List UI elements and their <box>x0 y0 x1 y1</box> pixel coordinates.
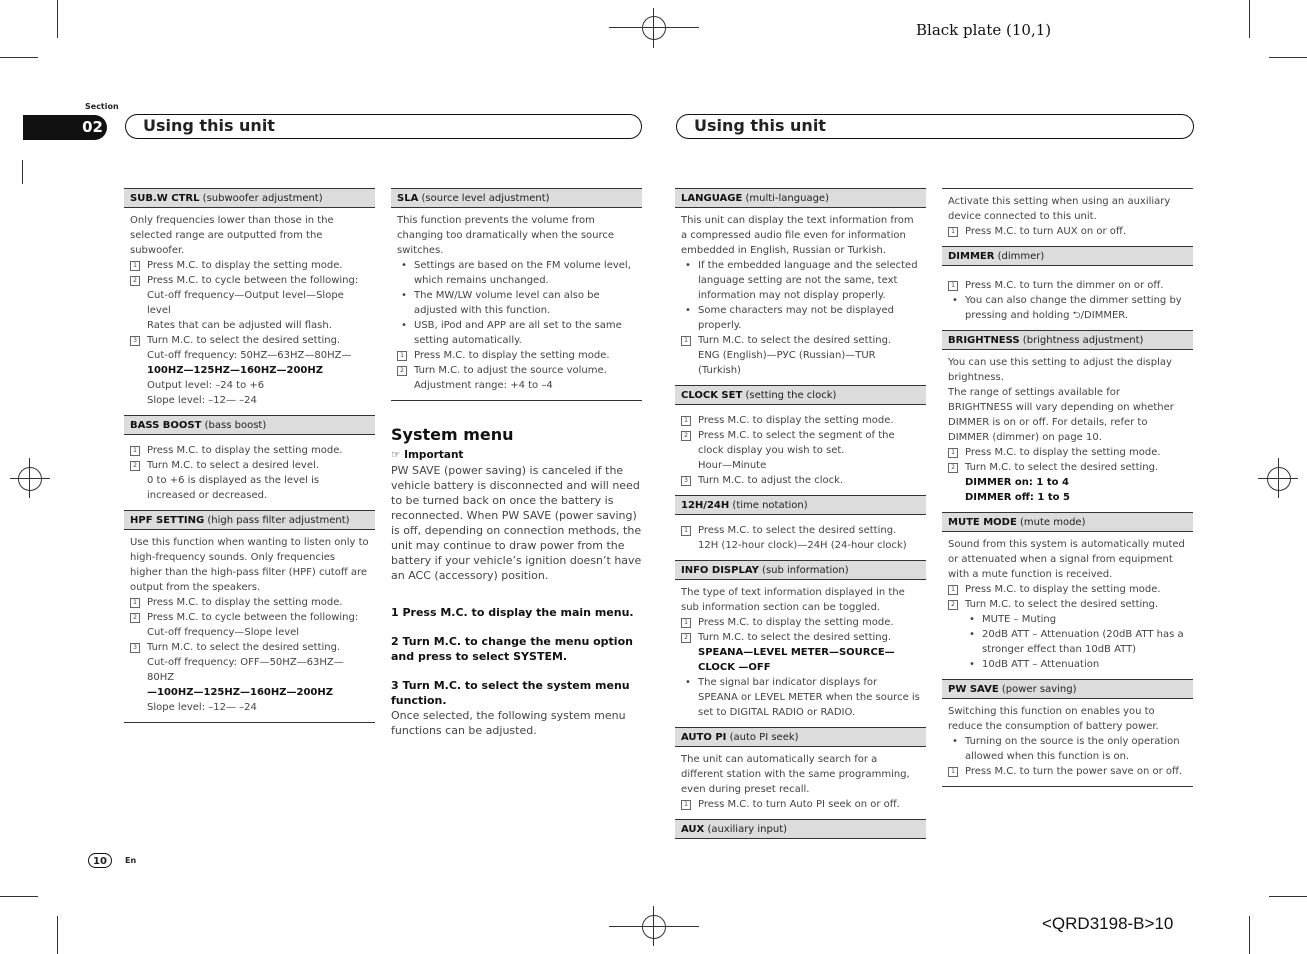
page-header-right: Using this unit <box>676 114 1194 139</box>
step-detail: Cut-off frequency—Slope level <box>147 627 300 638</box>
step-detail: Hour—Minute <box>698 460 767 471</box>
step-item: 1 Press M.C. to display the setting mode. <box>397 348 636 363</box>
plate-label: Black plate (10,1) <box>916 21 1052 39</box>
bullet-item: • Turning on the source is the only operation allowed when this function is on. <box>948 734 1187 764</box>
column-2 <box>391 188 642 738</box>
setting-body <box>391 208 642 400</box>
step-item: 2 Turn M.C. to select a desired level. <box>130 458 369 473</box>
setting-body <box>942 350 1193 512</box>
setting-body <box>675 208 926 385</box>
paragraph: This function prevents the volume from changing too dramatically when the source switches. <box>397 215 615 256</box>
crop-mark <box>0 57 38 58</box>
step-item: 3 Turn M.C. to adjust the clock. <box>681 473 920 488</box>
setting-header-dimmer: DIMMER (dimmer) <box>942 246 1193 266</box>
section-label: Section <box>85 102 119 111</box>
setting-header-sla: SLA (source level adjustment) <box>391 188 642 208</box>
system-step: 3 Turn M.C. to select the system menu function. <box>391 679 630 707</box>
registration-target-icon <box>18 467 42 491</box>
step-detail: Cut-off frequency—Output level—Slope level <box>147 290 344 316</box>
setting-header-12h-24h: 12H/24H (time notation) <box>675 495 926 515</box>
step-item: 1 Turn M.C. to select the desired setting. <box>681 333 920 348</box>
crop-mark <box>1249 0 1250 38</box>
step-detail: Slope level: –12— –24 <box>147 395 257 406</box>
crop-mark <box>1249 916 1250 954</box>
important-text: PW SAVE (power saving) is canceled if the vehicle battery is disconnected and will need to be turned back on once the battery is reconnected. When PW SAVE (power saving) is off, depending on connection methods, the unit may continue to draw power from the battery if your vehicle’s ignition doesn’t have an ACC (accessory) position. <box>391 464 642 582</box>
step-detail: DIMMER off: 1 to 5 <box>965 492 1070 503</box>
step-item: 1 Press M.C. to display the setting mode. <box>681 413 920 428</box>
step-detail: ENG (English)—РУС (Russian)—TUR (Turkish) <box>698 350 876 376</box>
column-3 <box>675 188 926 839</box>
paragraph: The unit can automatically search for a different station with the same programming, even during preset recall. <box>681 754 910 795</box>
paragraph: The type of text information displayed in the sub information section can be toggled. <box>681 587 905 613</box>
step-detail: DIMMER on: 1 to 4 <box>965 477 1069 488</box>
setting-body <box>675 405 926 495</box>
setting-body <box>942 189 1193 246</box>
divider <box>942 786 1193 787</box>
step-detail: Rates that can be adjusted will flash. <box>147 320 332 331</box>
step-item: 1 Press M.C. to turn Auto PI seek on or off. <box>681 797 920 812</box>
registration-target-icon <box>642 915 666 939</box>
step-item: 2 Press M.C. to cycle between the following: <box>130 610 369 625</box>
section-number: 02 <box>23 115 107 140</box>
crop-mark <box>0 896 38 897</box>
paragraph: Only frequencies lower than those in the selected range are outputted from the subwoofer. <box>130 215 334 256</box>
system-step: 2 Turn M.C. to change the menu option and press to select SYSTEM. <box>391 635 633 663</box>
setting-header-subw-ctrl: SUB.W CTRL (subwoofer adjustment) <box>124 188 375 208</box>
step-item: 1 Press M.C. to select the desired setting. <box>681 523 920 538</box>
step-detail: Output level: –24 to +6 <box>147 380 265 391</box>
bullet-item: • USB, iPod and APP are all set to the same setting automatically. <box>397 318 636 348</box>
bullet-item: • You can also change the dimmer setting by pressing and holding ⮌/DIMMER. <box>948 293 1187 323</box>
step-detail: Adjustment range: +4 to –4 <box>414 380 553 391</box>
paragraph: Activate this setting when using an auxiliary device connected to this unit. <box>948 196 1171 222</box>
step-detail: —100HZ—125HZ—160HZ—200HZ <box>147 687 333 698</box>
job-code: <QRD3198-B>10 <box>1042 914 1174 933</box>
paragraph: Use this function when wanting to listen only to high-frequency sounds. Only frequencies higher than the high-pass filter (HPF) cutoff are output from the speakers. <box>130 537 369 593</box>
bullet-item: • The MW/LW volume level can also be adjusted with this function. <box>397 288 636 318</box>
crop-mark <box>57 0 58 38</box>
step-item: 2 Turn M.C. to select the desired setting. <box>681 630 920 645</box>
setting-header-clock-set: CLOCK SET (setting the clock) <box>675 385 926 405</box>
step-item: 1 Press M.C. to display the setting mode. <box>948 582 1187 597</box>
crop-mark <box>1269 57 1307 58</box>
setting-header-hpf-setting: HPF SETTING (high pass filter adjustment) <box>124 510 375 530</box>
setting-header-info-display: INFO DISPLAY (sub information) <box>675 560 926 580</box>
step-item: 2 Turn M.C. to select the desired setting. <box>948 460 1187 475</box>
paragraph: The range of settings available for BRIGHTNESS will vary depending on whether DIMMER is on or off. For details, refer to DIMMER (dimmer) on page 10. <box>948 387 1174 443</box>
step-item: 1 Press M.C. to turn the power save on or off. <box>948 764 1187 779</box>
step-detail: Cut-off frequency: 50HZ—63HZ—80HZ— <box>147 350 352 361</box>
setting-header-mute-mode: MUTE MODE (mute mode) <box>942 512 1193 532</box>
paragraph: Switching this function on enables you to reduce the consumption of battery power. <box>948 706 1159 732</box>
step-detail: 12H (12-hour clock)—24H (24-hour clock) <box>698 540 907 551</box>
paragraph: Once selected, the following system menu functions can be adjusted. <box>391 709 626 737</box>
bullet-item: • 20dB ATT – Attenuation (20dB ATT has a stronger effect than 10dB ATT) <box>948 627 1187 657</box>
page-number: 10 <box>88 853 112 868</box>
step-detail: Cut-off frequency: OFF—50HZ—63HZ—80HZ <box>147 657 344 683</box>
paragraph: Sound from this system is automatically muted or attenuated when a signal from equipment with a mute function is received. <box>948 539 1185 580</box>
step-detail: Slope level: –12— –24 <box>147 702 257 713</box>
setting-body <box>942 699 1193 786</box>
setting-body <box>124 530 375 722</box>
crop-mark <box>57 916 58 954</box>
step-detail: 0 to +6 is displayed as the level is increased or decreased. <box>147 475 320 501</box>
section-title: System menu <box>391 425 514 444</box>
divider <box>124 722 375 723</box>
step-item: 3 Turn M.C. to select the desired setting. <box>130 640 369 655</box>
important-label: ☞ Important <box>391 449 464 461</box>
setting-body <box>675 580 926 727</box>
step-item: 1 Press M.C. to turn the dimmer on or off. <box>948 278 1187 293</box>
system-step: 1 Press M.C. to display the main menu. <box>391 606 634 619</box>
setting-header-language: LANGUAGE (multi-language) <box>675 188 926 208</box>
step-item: 1 Press M.C. to display the setting mode. <box>681 615 920 630</box>
setting-body <box>675 515 926 560</box>
paragraph: You can use this setting to adjust the display brightness. <box>948 357 1172 383</box>
bullet-item: • If the embedded language and the selected language setting are not the same, text information may not display properly. <box>681 258 920 303</box>
step-item: 1 Press M.C. to display the setting mode. <box>130 443 369 458</box>
step-item: 2 Turn M.C. to adjust the source volume. <box>397 363 636 378</box>
bullet-item: • MUTE – Muting <box>948 612 1187 627</box>
bullet-item: • 10dB ATT – Attenuation <box>948 657 1187 672</box>
step-detail: 100HZ—125HZ—160HZ—200HZ <box>147 365 323 376</box>
step-item: 2 Turn M.C. to select the desired setting. <box>948 597 1187 612</box>
setting-body <box>942 532 1193 679</box>
setting-header-aux: AUX (auxiliary input) <box>675 819 926 839</box>
setting-header-auto-pi: AUTO PI (auto PI seek) <box>675 727 926 747</box>
setting-body <box>675 747 926 819</box>
step-item: 1 Press M.C. to turn AUX on or off. <box>948 224 1187 239</box>
crop-mark <box>22 160 23 184</box>
bullet-item: • Some characters may not be displayed properly. <box>681 303 920 333</box>
column-4 <box>942 188 1193 787</box>
step-item: 3 Turn M.C. to select the desired setting. <box>130 333 369 348</box>
registration-target-icon <box>1267 467 1291 491</box>
step-detail: SPEANA—LEVEL METER—SOURCE—CLOCK —OFF <box>698 647 895 673</box>
crop-mark <box>1269 896 1307 897</box>
setting-body <box>124 435 375 510</box>
setting-header-bass-boost: BASS BOOST (bass boost) <box>124 415 375 435</box>
important-icon: ☞ <box>391 449 401 461</box>
bullet-item: • Settings are based on the FM volume level, which remains unchanged. <box>397 258 636 288</box>
column-1 <box>124 188 375 723</box>
language-code: En <box>125 856 137 865</box>
setting-header-brightness: BRIGHTNESS (brightness adjustment) <box>942 330 1193 350</box>
bullet-item: • The signal bar indicator displays for SPEANA or LEVEL METER when the source is set to DIGITAL RADIO or RADIO. <box>681 675 920 720</box>
step-item: 2 Press M.C. to select the segment of the clock display you wish to set. <box>681 428 920 458</box>
step-item: 1 Press M.C. to display the setting mode. <box>948 445 1187 460</box>
step-item: 1 Press M.C. to display the setting mode. <box>130 258 369 273</box>
setting-body <box>942 266 1193 330</box>
setting-header-pw-save: PW SAVE (power saving) <box>942 679 1193 699</box>
system-menu-section <box>391 401 642 738</box>
registration-target-icon <box>642 16 666 40</box>
page-header-left: Using this unit <box>125 114 642 139</box>
paragraph: This unit can display the text information from a compressed audio file even for information embedded in English, Russian or Turkish. <box>681 215 914 256</box>
setting-body <box>124 208 375 415</box>
step-item: 1 Press M.C. to display the setting mode. <box>130 595 369 610</box>
step-item: 2 Press M.C. to cycle between the following: <box>130 273 369 288</box>
